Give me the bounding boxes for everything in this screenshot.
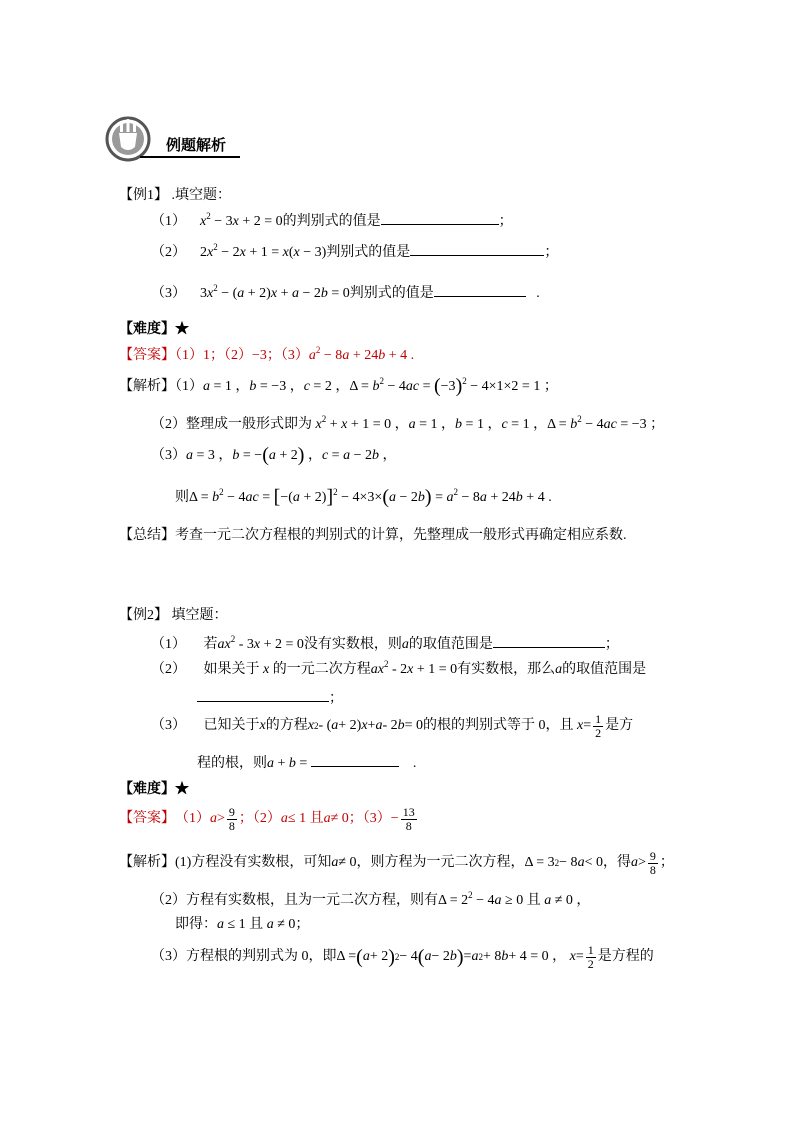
- ex1-heading: 【例1】 .填空题：: [119, 188, 231, 203]
- ex2-analysis-1: 【解析】 (1)方程没有实数根，可知 a ≠ 0 ，则方程为一元二次方程， Δ = 3 2 − 8 a < 0 ，得 a > $\frac{9}{8}$ ；: [119, 848, 674, 877]
- ex1-difficulty: 【难度】★: [119, 322, 189, 337]
- ex2-analysis-2: （2）方程有实数根，且为一元二次方程，则有$\Delta = 2^2 - 4a \ge 0$ 且 a ≠ 0 ，: [151, 890, 591, 908]
- ex2-q3: （3） 已知关于 x 的方程 x 2 - ( a + 2) x + a - 2 b = 0 的根的判别式等于 0，且 x = $\frac{1}{2}$ 是方: [151, 711, 634, 740]
- star-icon: ★: [175, 782, 189, 797]
- ex2-heading: 【例2】 填空题：: [119, 608, 228, 623]
- answer-blank[interactable]: [434, 283, 526, 297]
- answer-blank[interactable]: [381, 211, 499, 225]
- answer-blank[interactable]: [410, 242, 544, 256]
- ex2-q3-line2: 程的根，则a + b = .: [197, 753, 416, 774]
- star-icon: ★: [175, 322, 189, 337]
- ex2-q2-blank-line: ；: [197, 688, 343, 709]
- ex1-analysis-3: （3）a = 3 ，b = −(a + 2) ，c = a − 2b ，: [151, 444, 397, 466]
- ex2-q2: （2） 如果关于 x 的一元二次方程$ax^2 - 2x + 1 = 0$有实数根，那么a的取值范围是: [151, 659, 647, 677]
- ex2-answer: 【答案】 （1） a > $\frac{9}{8}$ ；（2） a ≤ 1 且 a ≠ 0；（3）− $\frac{13}{8}$: [119, 804, 415, 833]
- ex2-analysis-3: （3）方程根的判别式为 0，即 Δ = ( a + 2 ) 2 − 4 ( a − 2 b ) = a 2 + 8 b + 4 = 0 ， x = $\frac{1}{2}$ 是方程的: [151, 942, 654, 971]
- ex1-q3: （3） $3x^2 - (a + 2)x + a - 2b = 0$判别式的值是 .: [151, 283, 540, 301]
- ex2-analysis-2b: 即得：a ≤ 1 且 a ≠ 0；: [175, 917, 310, 932]
- ex2-q1: （1） 若$ax^2 - 3x + 2 = 0$没有实数根，则a的取值范围是 ；: [151, 634, 619, 652]
- ex1-summary: 【总结】考查一元二次方程根的判别式的计算，先整理成一般形式再确定相应系数.: [119, 528, 627, 543]
- ex1-q2: （2） $2x^2 - 2x + 1 = x(x - 3)$判别式的值是 ；: [151, 242, 559, 260]
- ex1-analysis-2: （2）整理成一般形式即为 $x^2 + x + 1 = 0$ ，a = 1 ，b = 1 ，c = 1 ，$\Delta = b^2 - 4ac = -3$ ；: [151, 414, 665, 432]
- ex1-answer: 【答案】（1）1；（2）−3；$(3)a^2 - 8a + 24b + 4$ .: [119, 345, 415, 363]
- ex1-analysis-1: 【解析】（1）a = 1 ，b = −3 ，c = 2 ，$\Delta = b^2 - 4ac = (-3)^2 - 4\times 1\times 2 = 1$ ；: [119, 375, 558, 397]
- answer-blank[interactable]: [493, 634, 605, 648]
- answer-blank[interactable]: [197, 688, 329, 702]
- section-title: 例题解析: [166, 136, 227, 154]
- ex2-difficulty: 【难度】★: [119, 782, 189, 797]
- ex1-analysis-3b: 则$\Delta = b^2 - 4ac = [-(a + 2)]^2 - 4\times 3\times(a - 2b) = a^2 - 8a + 24b + 4$ .: [175, 486, 552, 508]
- section-underline: [140, 156, 240, 158]
- answer-blank[interactable]: [311, 753, 399, 767]
- section-header: [104, 116, 244, 162]
- ex1-q1: （1） $x^2 - 3x + 2 = 0$的判别式的值是 ；: [151, 211, 513, 229]
